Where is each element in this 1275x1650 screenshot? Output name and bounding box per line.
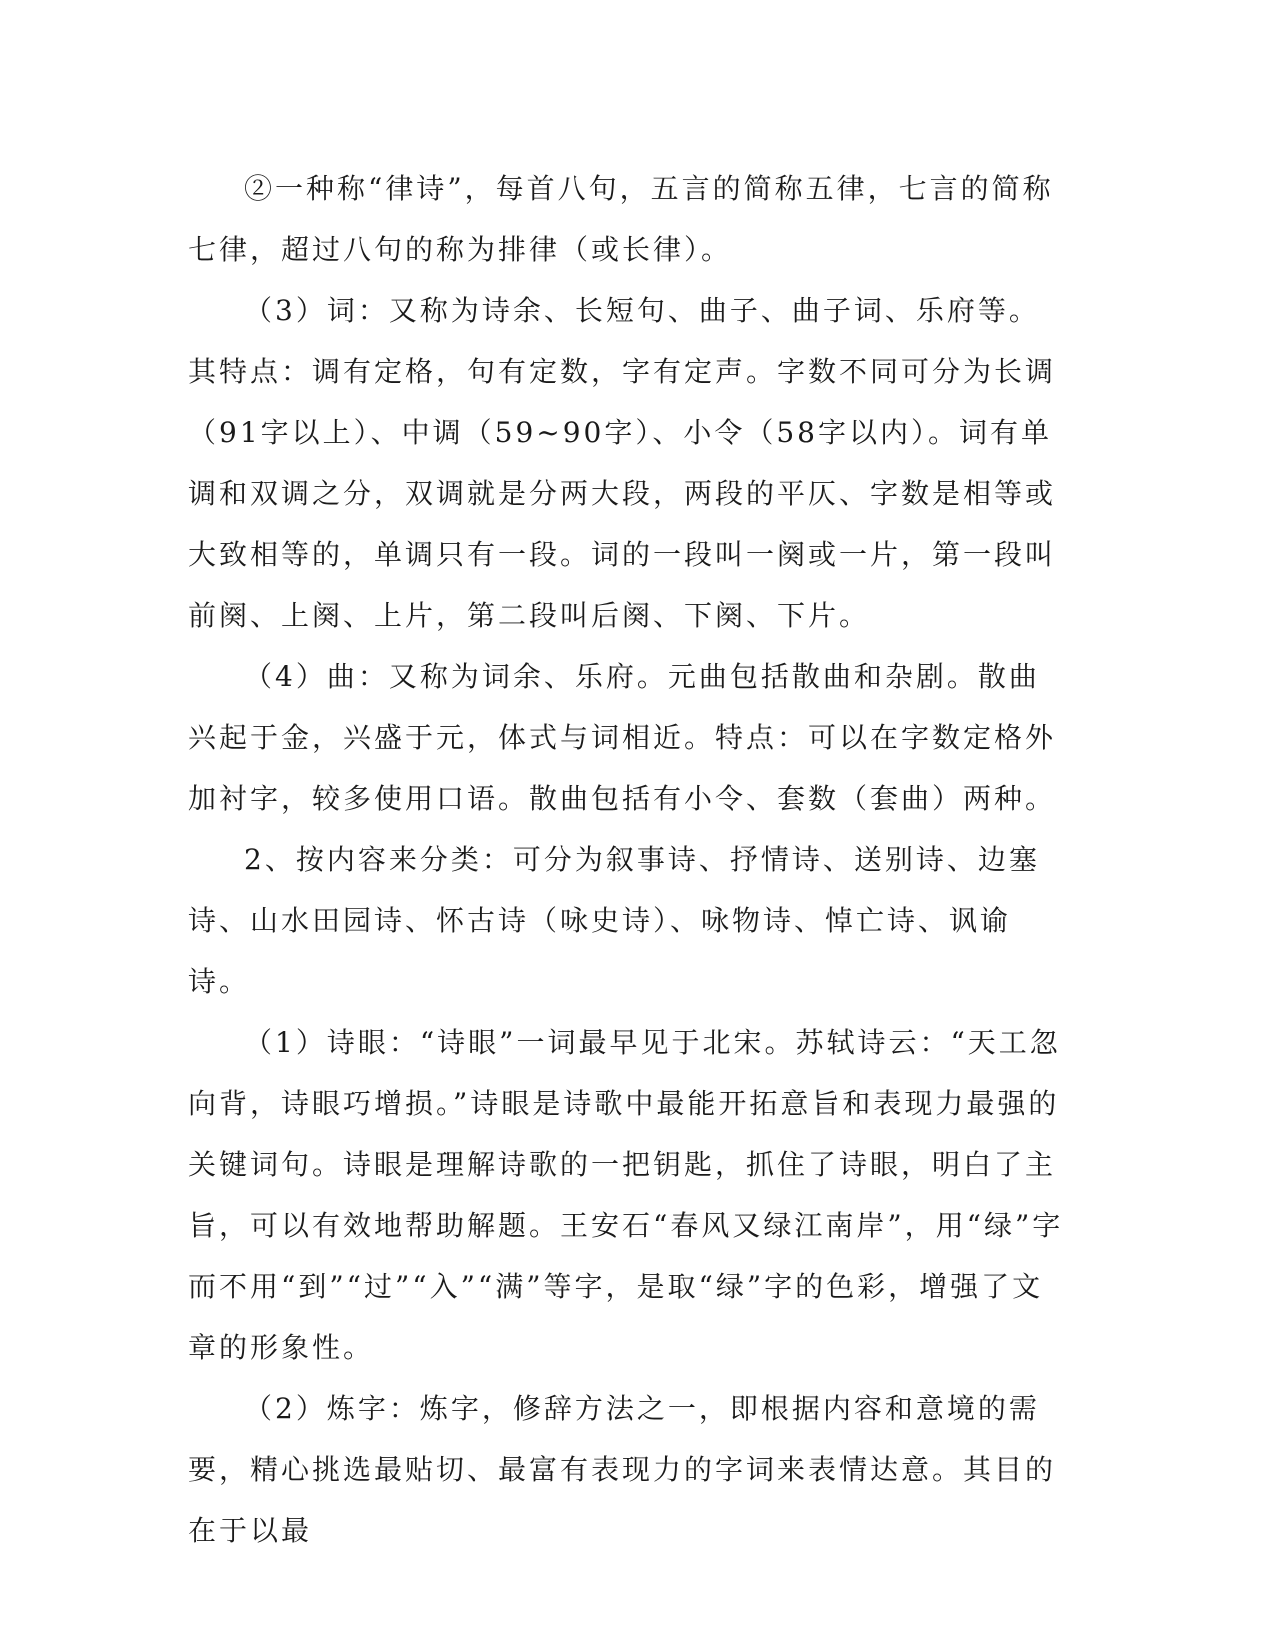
paragraph-content-classification: 2、按内容来分类：可分为叙事诗、抒情诗、送别诗、边塞诗、山水田园诗、怀古诗（咏史诗）、咏物诗、悼亡诗、讽谕诗。 [188, 843, 1040, 998]
paragraph-qu: （4）曲：又称为词余、乐府。元曲包括散曲和杂剧。散曲兴起于金，兴盛于元，体式与词相近。特点：可以在字数定格外加衬字，较多使用口语。散曲包括有小令、套数（套曲）两种。 [188, 660, 1057, 815]
paragraph-lianzi: （2）炼字：炼字，修辞方法之一，即根据内容和意境的需要，精心挑选最贴切、最富有表现力的字词来表情达意。其目的在于以最 [188, 1392, 1057, 1547]
paragraph-lvshi: ②一种称“律诗”，每首八句，五言的简称五律，七言的简称七律，超过八句的称为排律（或长律）。 [188, 172, 1054, 266]
paragraph-shiyan: （1）诗眼：“诗眼”一词最早见于北宋。苏轼诗云：“天工忽向背，诗眼巧增损。”诗眼是诗歌中最能开拓意旨和表现力最强的关键词句。诗眼是理解诗歌的一把钥匙，抓住了诗眼，明白了主旨，可以有效地帮助解题。王安石“春风又绿江南岸”，用“绿”字而不用“到”“过”“入”“满”等字，是取“绿”字的色彩，增强了文章的形象性。 [188, 1026, 1064, 1364]
document-body [188, 158, 1068, 1561]
paragraph-ci: （3）词：又称为诗余、长短句、曲子、曲子词、乐府等。其特点：调有定格，句有定数，字有定声。字数不同可分为长调（91字以上）、中调（59~90字）、小令（58字以内）。词有单调和双调之分，双调就是分两大段，两段的平仄、字数是相等或大致相等的，单调只有一段。词的一段叫一阕或一片，第一段叫前阕、上阕、上片，第二段叫后阕、下阕、下片。 [188, 294, 1057, 632]
